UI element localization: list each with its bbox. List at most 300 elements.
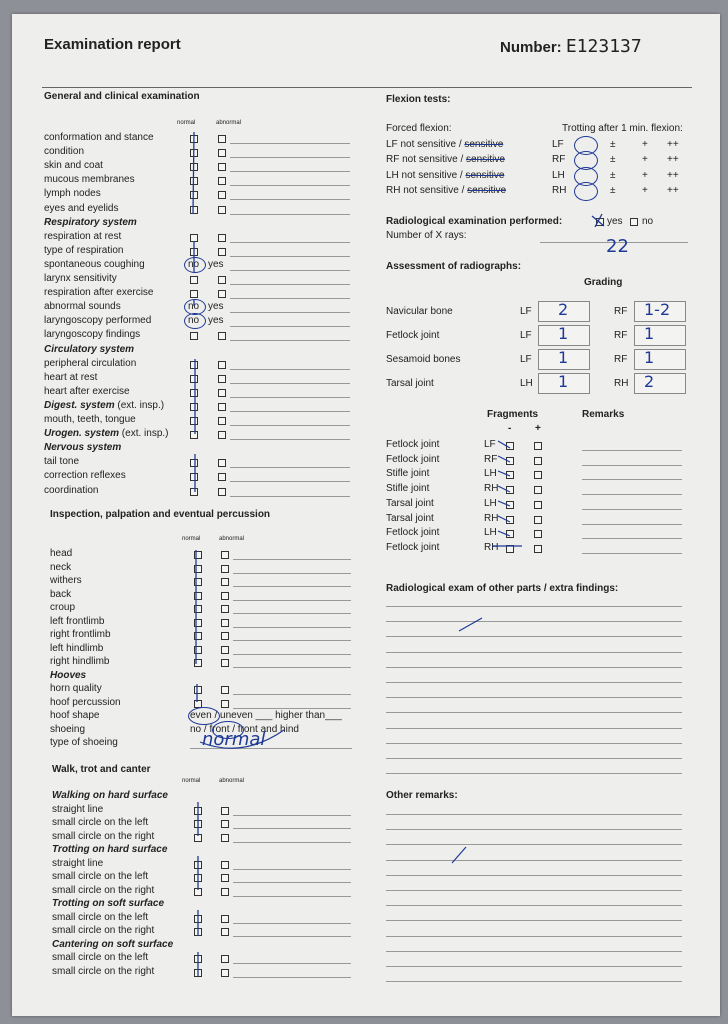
flexion-grade-0[interactable]: ±: [610, 184, 616, 196]
grading-value-right: 1: [644, 348, 655, 367]
inspection-normal-checkbox[interactable]: [194, 605, 202, 613]
general-notes-line[interactable]: [230, 157, 350, 158]
row-label-text: Urogen. system: [44, 428, 120, 440]
walk-normal-checkbox[interactable]: [194, 928, 202, 936]
fragment-remark-line[interactable]: [582, 465, 682, 466]
col-abnormal-walk: abnormal: [219, 778, 245, 784]
flexion-grade-2[interactable]: ++: [667, 184, 679, 196]
general-row-label: [44, 245, 124, 257]
assessment-row-label: Sesamoid bones: [386, 354, 461, 365]
flexion-grade-0[interactable]: ±: [610, 139, 616, 150]
inspection-notes-line[interactable]: [233, 654, 351, 655]
general-abnormal-checkbox[interactable]: [218, 375, 226, 383]
grading-value-right: 1-2: [644, 300, 671, 319]
flexion-sensitive-struck: sensitive: [465, 169, 505, 181]
general-notes-line[interactable]: [230, 270, 350, 271]
row-label-text: abnormal sounds: [44, 301, 121, 313]
row-label-text: small circle on the left: [52, 911, 149, 923]
general-normal-checkbox[interactable]: [190, 473, 198, 481]
general-notes-line[interactable]: [230, 312, 350, 313]
other-remarks-line[interactable]: [386, 860, 682, 861]
assessment-leg-left: LH: [520, 378, 533, 389]
row-label-text: respiration after exercise: [44, 287, 154, 299]
walk-notes-line[interactable]: [233, 882, 351, 883]
general-abnormal-checkbox[interactable]: [218, 206, 226, 214]
row-label-text: head: [50, 548, 73, 559]
fragment-remark-line[interactable]: [582, 479, 682, 480]
row-label-text: small circle on the right: [52, 830, 155, 842]
fragment-minus-checkbox[interactable]: [506, 471, 514, 479]
fragment-remark-line[interactable]: [582, 509, 682, 510]
fragment-remark-line[interactable]: [582, 538, 682, 539]
inspection-abnormal-checkbox[interactable]: [221, 659, 229, 667]
inspection-notes-line[interactable]: [233, 667, 351, 668]
general-notes-line[interactable]: [230, 496, 350, 497]
trotting-flexion-label: Trotting after 1 min. flexion:: [562, 123, 683, 134]
walk-abnormal-checkbox[interactable]: [221, 915, 229, 923]
general-notes-line[interactable]: [230, 171, 350, 172]
walk-abnormal-checkbox[interactable]: [221, 874, 229, 882]
fragment-plus-checkbox[interactable]: [534, 501, 542, 509]
general-notes-line[interactable]: [230, 326, 350, 327]
assessment-leg-right: RF: [614, 354, 628, 365]
general-normal-checkbox[interactable]: [190, 276, 198, 284]
general-abnormal-checkbox[interactable]: [218, 389, 226, 397]
walk-notes-line[interactable]: [233, 869, 351, 870]
flexion-not-sensitive: RF not sensitive /: [386, 154, 467, 166]
yes-option[interactable]: yes: [208, 315, 224, 327]
other-parts-line[interactable]: [386, 636, 682, 637]
fragments-title: Fragments: [487, 409, 539, 420]
walk-abnormal-checkbox[interactable]: [221, 820, 229, 828]
fragment-leg: LF: [484, 439, 496, 450]
general-normal-checkbox[interactable]: [190, 389, 198, 397]
general-normal-checkbox[interactable]: [190, 135, 198, 143]
row-label-text: Nervous system: [44, 442, 122, 454]
general-abnormal-checkbox[interactable]: [218, 431, 226, 439]
walk-abnormal-checkbox[interactable]: [221, 928, 229, 936]
fragment-plus-checkbox[interactable]: [534, 442, 542, 450]
general-row-label: [44, 414, 136, 426]
inspection-abnormal-checkbox[interactable]: [221, 619, 229, 627]
general-notes-line[interactable]: [230, 397, 350, 398]
walk-abnormal-checkbox[interactable]: [221, 861, 229, 869]
other-parts-line[interactable]: [386, 652, 682, 653]
inspection-row-label: [50, 548, 72, 560]
inspection-normal-checkbox[interactable]: [194, 686, 202, 694]
inspection-notes-line[interactable]: [233, 708, 351, 709]
general-normal-checkbox[interactable]: [190, 177, 198, 185]
general-row-label: [44, 217, 137, 228]
general-abnormal-checkbox[interactable]: [218, 361, 226, 369]
fragment-minus-checkbox[interactable]: [506, 457, 514, 465]
other-parts-line[interactable]: [386, 621, 682, 622]
general-abnormal-checkbox[interactable]: [218, 163, 226, 171]
inspection-row-label: [50, 562, 71, 574]
radiology-yes-label: yes: [607, 216, 623, 227]
other-remarks-line[interactable]: [386, 936, 682, 937]
other-parts-line[interactable]: [386, 606, 682, 607]
general-abnormal-checkbox[interactable]: [218, 473, 226, 481]
row-label-text: spontaneous coughing: [44, 258, 145, 270]
general-row-label: [44, 273, 117, 285]
fragment-row-label: Stifle joint: [386, 468, 430, 480]
general-abnormal-checkbox[interactable]: [218, 149, 226, 157]
fragment-minus-checkbox[interactable]: [506, 501, 514, 509]
fragment-leg: LH: [484, 468, 497, 480]
other-remarks-title: Other remarks:: [386, 790, 458, 801]
general-row-label: [44, 203, 119, 215]
grading-box-right[interactable]: [634, 325, 686, 346]
no-circle: [184, 257, 206, 273]
row-label-text: correction reflexes: [44, 470, 126, 482]
walk-normal-checkbox[interactable]: [194, 915, 202, 923]
general-normal-checkbox[interactable]: [190, 403, 198, 411]
fragment-leg: RH: [484, 512, 499, 524]
walk-abnormal-checkbox[interactable]: [221, 888, 229, 896]
fragment-plus-checkbox[interactable]: [534, 457, 542, 465]
other-remarks-line[interactable]: [386, 844, 682, 845]
row-label-text: withers: [50, 575, 82, 586]
inspection-notes-line[interactable]: [233, 586, 351, 587]
row-label-suffix: (ext. insp.): [119, 428, 169, 440]
other-parts-line[interactable]: [386, 758, 682, 759]
assessment-leg-left: LF: [520, 306, 532, 317]
general-abnormal-checkbox[interactable]: [218, 135, 226, 143]
grading-box-right[interactable]: [634, 349, 686, 370]
walk-normal-checkbox[interactable]: [194, 874, 202, 882]
walk-normal-checkbox[interactable]: [194, 820, 202, 828]
other-remarks-line[interactable]: [386, 981, 682, 982]
yes-option[interactable]: yes: [208, 258, 224, 270]
row-label-text: laryngoscopy findings: [44, 329, 141, 341]
row-label-text: left frontlimb: [50, 615, 105, 627]
other-parts-line[interactable]: [386, 773, 682, 774]
row-label-text: small circle on the right: [52, 925, 155, 936]
row-label-text: small circle on the right: [52, 965, 155, 977]
inspection-normal-checkbox[interactable]: [194, 578, 202, 586]
fragment-minus-checkbox[interactable]: [506, 486, 514, 494]
type-of-shoeing-value: normal: [202, 729, 266, 750]
inspection-row-label: [50, 602, 75, 614]
other-remarks-line[interactable]: [386, 829, 682, 830]
general-notes-line[interactable]: [230, 284, 350, 285]
general-row-label: [44, 344, 134, 355]
walk-abnormal-checkbox[interactable]: [221, 955, 229, 963]
no-option[interactable]: no: [188, 315, 200, 327]
inspection-notes-line[interactable]: [233, 559, 351, 560]
walk-normal-checkbox[interactable]: [194, 955, 202, 963]
general-row-label: [44, 470, 126, 482]
general-abnormal-checkbox[interactable]: [218, 459, 226, 467]
inspection-notes-line[interactable]: [233, 600, 351, 601]
general-normal-checkbox[interactable]: [190, 149, 198, 157]
no-option[interactable]: no: [188, 301, 200, 313]
other-remarks-line[interactable]: [386, 905, 682, 906]
walk-notes-line[interactable]: [233, 963, 351, 964]
general-notes-line[interactable]: [230, 185, 350, 186]
inspection-normal-checkbox[interactable]: [194, 659, 202, 667]
inspection-abnormal-checkbox[interactable]: [221, 632, 229, 640]
general-abnormal-checkbox[interactable]: [218, 290, 226, 298]
general-abnormal-checkbox[interactable]: [218, 403, 226, 411]
inspection-abnormal-checkbox[interactable]: [221, 565, 229, 573]
assessment-row-label: Fetlock joint: [386, 330, 440, 341]
col-normal: normal: [177, 120, 196, 126]
flexion-grade-1[interactable]: +: [642, 184, 648, 196]
grading-box-right[interactable]: [634, 373, 686, 394]
inspection-row-label: [50, 656, 109, 668]
general-row-label: [44, 386, 130, 398]
fragment-plus-checkbox[interactable]: [534, 545, 542, 553]
fragment-leg: LH: [484, 497, 497, 509]
walk-notes-line[interactable]: [233, 828, 351, 829]
page-title: Examination report: [44, 36, 181, 53]
walk-normal-checkbox[interactable]: [194, 807, 202, 815]
flexion-grade-0[interactable]: ±: [610, 154, 616, 166]
walk-notes-line[interactable]: [233, 842, 351, 843]
row-label-text: shoeing: [50, 723, 86, 735]
walk-normal-checkbox[interactable]: [194, 969, 202, 977]
radiology-no-checkbox[interactable]: [630, 218, 638, 226]
other-parts-line[interactable]: [386, 743, 682, 744]
walk-abnormal-checkbox[interactable]: [221, 807, 229, 815]
inspection-normal-checkbox[interactable]: [194, 565, 202, 573]
fragment-minus-checkbox[interactable]: [506, 516, 514, 524]
general-notes-line[interactable]: [230, 214, 350, 215]
flexion-grade-2[interactable]: ++: [667, 139, 679, 150]
inspection-row-label: [50, 670, 86, 681]
radiology-performed-label: Radiological examination performed:: [386, 216, 563, 227]
general-notes-line[interactable]: [230, 411, 350, 412]
row-label-text: condition: [44, 146, 85, 158]
row-label-text: lymph nodes: [44, 188, 101, 200]
other-remarks-line[interactable]: [386, 920, 682, 921]
fragment-row-label: Fetlock joint: [386, 541, 440, 553]
general-normal-checkbox[interactable]: [190, 488, 198, 496]
general-notes-line[interactable]: [230, 143, 350, 144]
general-abnormal-checkbox[interactable]: [218, 276, 226, 284]
inspection-abnormal-checkbox[interactable]: [221, 686, 229, 694]
fragment-remark-line[interactable]: [582, 524, 682, 525]
flexion-leg: RF: [552, 154, 566, 166]
general-abnormal-checkbox[interactable]: [218, 488, 226, 496]
other-remarks-line[interactable]: [386, 951, 682, 952]
general-notes-line[interactable]: [230, 242, 350, 243]
walk-notes-line[interactable]: [233, 815, 351, 816]
flexion-grade-1[interactable]: +: [642, 139, 648, 150]
fragment-leg: RH: [484, 541, 499, 553]
general-normal-checkbox[interactable]: [190, 206, 198, 214]
other-parts-line[interactable]: [386, 728, 682, 729]
general-row-label: [44, 400, 164, 411]
walk-section-title: Walk, trot and canter: [52, 764, 151, 775]
walk-notes-line[interactable]: [233, 923, 351, 924]
general-normal-checkbox[interactable]: [190, 417, 198, 425]
general-notes-line[interactable]: [230, 467, 350, 468]
flexion-grade-0[interactable]: ±: [610, 169, 616, 181]
inspection-normal-checkbox[interactable]: [194, 632, 202, 640]
inspection-normal-checkbox[interactable]: [194, 592, 202, 600]
inspection-normal-checkbox[interactable]: [194, 619, 202, 627]
general-abnormal-checkbox[interactable]: [218, 177, 226, 185]
flexion-grade-1[interactable]: +: [642, 169, 648, 181]
inspection-abnormal-checkbox[interactable]: [221, 578, 229, 586]
walk-normal-checkbox[interactable]: [194, 861, 202, 869]
inspection-normal-checkbox[interactable]: [194, 646, 202, 654]
inspection-notes-line[interactable]: [233, 573, 351, 574]
general-normal-checkbox[interactable]: [190, 431, 198, 439]
fragment-plus-checkbox[interactable]: [534, 516, 542, 524]
walk-row-label: [52, 844, 167, 855]
general-normal-checkbox[interactable]: [190, 248, 198, 256]
fragment-row-label: Fetlock joint: [386, 453, 440, 465]
flexion-grade-2[interactable]: ++: [667, 154, 679, 166]
row-label-text: small circle on the left: [52, 871, 149, 882]
general-notes-line[interactable]: [230, 383, 350, 384]
general-normal-checkbox[interactable]: [190, 290, 198, 298]
fragment-remark-line[interactable]: [582, 450, 682, 451]
assessment-leg-right: RF: [614, 306, 628, 317]
flexion-row-label: [386, 139, 503, 151]
general-notes-line[interactable]: [230, 369, 350, 370]
fragment-plus-checkbox[interactable]: [534, 471, 542, 479]
inspection-row-label: [50, 737, 118, 749]
general-notes-line[interactable]: [230, 425, 350, 426]
fragment-row-label: Tarsal joint: [386, 497, 434, 509]
general-abnormal-checkbox[interactable]: [218, 234, 226, 242]
flexion-sensitive-struck: sensitive: [467, 184, 507, 196]
yes-option[interactable]: yes: [208, 301, 224, 313]
inspection-section-title: Inspection, palpation and eventual percussion: [50, 509, 271, 520]
fragment-remark-line[interactable]: [582, 494, 682, 495]
general-notes-line[interactable]: [230, 439, 350, 440]
grading-value-left: 1: [558, 372, 569, 391]
general-notes-line[interactable]: [230, 298, 350, 299]
other-remarks-line[interactable]: [386, 875, 682, 876]
other-remarks-line[interactable]: [386, 966, 682, 967]
row-label-text: larynx sensitivity: [44, 273, 117, 284]
other-remarks-line[interactable]: [386, 890, 682, 891]
inspection-row-label: [50, 710, 100, 722]
flexion-neg-circle[interactable]: [574, 182, 598, 201]
general-notes-line[interactable]: [230, 481, 350, 482]
inspection-notes-line[interactable]: [233, 694, 351, 695]
hoof-even-circle: [188, 707, 220, 725]
walk-row-label: [52, 966, 154, 978]
other-parts-line[interactable]: [386, 697, 682, 698]
general-normal-checkbox[interactable]: [190, 459, 198, 467]
walk-abnormal-checkbox[interactable]: [221, 834, 229, 842]
fragment-minus-checkbox[interactable]: [506, 442, 514, 450]
row-label-text: type of shoeing: [50, 737, 118, 748]
grading-value-left: 1: [558, 348, 569, 367]
general-normal-checkbox[interactable]: [190, 361, 198, 369]
general-normal-checkbox[interactable]: [190, 191, 198, 199]
general-abnormal-checkbox[interactable]: [218, 332, 226, 340]
general-row-label: [44, 456, 79, 468]
flexion-sensitive-struck: sensitive: [464, 139, 504, 150]
flexion-not-sensitive: RH not sensitive /: [386, 184, 468, 196]
walk-normal-checkbox[interactable]: [194, 834, 202, 842]
flexion-leg: LF: [552, 139, 564, 150]
walk-notes-line[interactable]: [233, 977, 351, 978]
walk-normal-checkbox[interactable]: [194, 888, 202, 896]
general-abnormal-checkbox[interactable]: [218, 417, 226, 425]
fragment-plus-checkbox[interactable]: [534, 530, 542, 538]
general-notes-line[interactable]: [230, 340, 350, 341]
fragment-remark-line[interactable]: [582, 553, 682, 554]
inspection-notes-line[interactable]: [233, 627, 351, 628]
inspection-row-label: [50, 683, 102, 695]
row-label-text: neck: [50, 561, 72, 573]
walk-notes-line[interactable]: [233, 936, 351, 937]
general-normal-checkbox[interactable]: [190, 163, 198, 171]
other-remarks-line[interactable]: [386, 814, 682, 815]
fragments-minus: -: [508, 423, 512, 434]
other-parts-line[interactable]: [386, 667, 682, 668]
general-notes-line[interactable]: [230, 199, 350, 200]
flexion-grade-1[interactable]: +: [642, 154, 648, 166]
fragment-row-label: Fetlock joint: [386, 439, 440, 450]
forced-flexion-label: Forced flexion:: [386, 123, 452, 134]
general-abnormal-checkbox[interactable]: [218, 248, 226, 256]
inspection-notes-line[interactable]: [233, 640, 351, 641]
row-label-text: mouth, teeth, tongue: [44, 414, 136, 425]
inspection-abnormal-checkbox[interactable]: [221, 551, 229, 559]
fragment-minus-checkbox[interactable]: [506, 545, 514, 553]
walk-notes-line[interactable]: [233, 896, 351, 897]
shoeing-options[interactable]: no / front / front and hind: [190, 723, 299, 735]
flexion-grade-2[interactable]: ++: [667, 169, 679, 181]
fragment-plus-checkbox[interactable]: [534, 486, 542, 494]
number-value: E123137: [565, 36, 642, 57]
hoof-shape-options[interactable]: even / uneven ___ higher than___: [190, 710, 342, 721]
flexion-not-sensitive: LH not sensitive /: [386, 169, 466, 181]
row-label-text: croup: [50, 602, 76, 613]
inspection-abnormal-checkbox[interactable]: [221, 700, 229, 708]
general-normal-checkbox[interactable]: [190, 234, 198, 242]
other-parts-line[interactable]: [386, 682, 682, 683]
general-abnormal-checkbox[interactable]: [218, 191, 226, 199]
fragment-minus-checkbox[interactable]: [506, 530, 514, 538]
col-normal-walk: normal: [182, 778, 201, 784]
walk-row-label: [52, 858, 103, 870]
grading-value-left: 1: [558, 324, 569, 343]
walk-row-label: [52, 912, 148, 924]
row-label-text: mucous membranes: [44, 174, 135, 186]
general-section-title: General and clinical examination: [44, 91, 200, 102]
general-notes-line[interactable]: [230, 256, 350, 257]
no-circle: [184, 313, 206, 329]
assessment-leg-right: RH: [614, 378, 629, 389]
inspection-notes-line[interactable]: [233, 613, 351, 614]
inspection-abnormal-checkbox[interactable]: [221, 605, 229, 613]
radiology-yes-checkbox[interactable]: [596, 218, 604, 226]
walk-abnormal-checkbox[interactable]: [221, 969, 229, 977]
no-option[interactable]: no: [188, 258, 200, 270]
general-normal-checkbox[interactable]: [190, 332, 198, 340]
walk-row-label: [52, 790, 168, 801]
other-parts-line[interactable]: [386, 712, 682, 713]
inspection-normal-checkbox[interactable]: [194, 551, 202, 559]
assessment-leg-left: LF: [520, 330, 532, 341]
inspection-abnormal-checkbox[interactable]: [221, 592, 229, 600]
inspection-abnormal-checkbox[interactable]: [221, 646, 229, 654]
remarks-title: Remarks: [582, 409, 625, 420]
general-normal-checkbox[interactable]: [190, 375, 198, 383]
fragment-row-label: Tarsal joint: [386, 512, 434, 524]
